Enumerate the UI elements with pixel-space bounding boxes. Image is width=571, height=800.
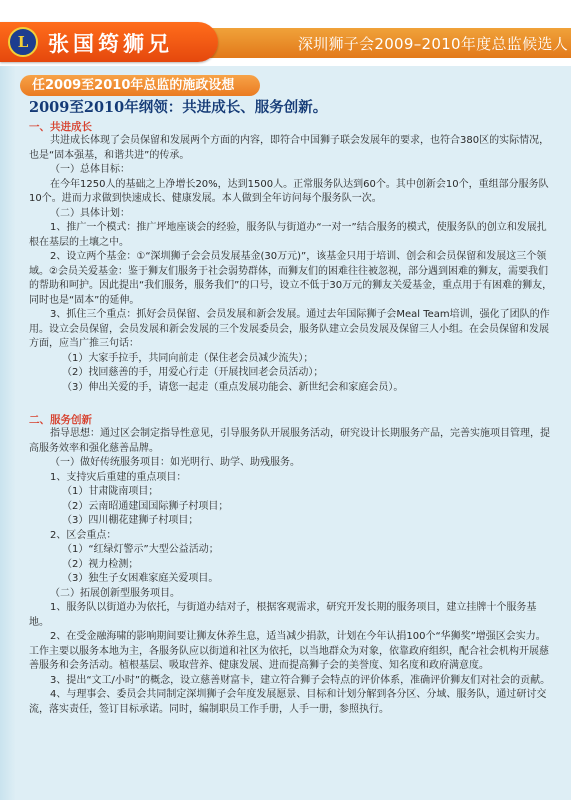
paragraph: 3、抓住三个重点：抓好会员保留、会员发展和新会发展。通过去年国际狮子会Meal Team培训，强化了团队的作用。设立会员保留，会员发展和新会发展的三个发展委员会，服务队建立会员发展及保留三人小组。在会员保留和发展方面，应当广推三句话： <box>29 309 550 349</box>
paragraph: 3、提出“文工/小时”的概念，设立慈善财富卡，建立符合狮子会特点的评价体系，准确评价狮友们对社会的贡献。 <box>50 674 551 686</box>
paragraph: （一）做好传统服务项目：如光明行、助学、助残服务。 <box>50 457 300 468</box>
candidate-name: 张国筠狮兄 <box>48 32 173 56</box>
section-tag: 任2009至2010年总监的施政设想 <box>20 75 260 96</box>
paragraph: 4、与理事会、委员会共同制定深圳狮子会年度发展愿景、目标和计划分解到各分区、分域、服务队，通过研讨交流，落实责任，签订目标承诺。同时，编制职员工作手册，人手一册，参照执行。 <box>29 689 547 715</box>
paragraph: 2、区会重点： <box>50 529 117 541</box>
paragraph: （二）拓展创新型服务项目。 <box>50 587 180 599</box>
panel-edge <box>0 66 16 800</box>
paragraph: 共进成长体现了会员保留和发展两个方面的内容，即符合中国狮子联会发展年的要求，也符合380区的实际情况，也是“固本强基，和谐共进”的传承。 <box>29 135 550 161</box>
list-item: （3）四川棚花建狮子村项目； <box>62 515 199 526</box>
paragraph: （一）总体目标： <box>50 164 130 175</box>
list-item: （2）视力检测； <box>62 558 139 570</box>
part2-heading: 二、服务创新 <box>29 414 92 426</box>
part1-body <box>29 134 553 395</box>
content <box>29 99 553 717</box>
part2-body <box>29 427 553 717</box>
paragraph: 1、推广一个模式：推广坪地座谈会的经验，服务队与街道办“一对一”结合服务的模式，使服务队的创立和发展扎根在基层的土壤之中。 <box>29 222 547 248</box>
header-title: 深圳狮子会2009–2010年度总监候选人 <box>297 35 568 53</box>
paragraph: 2、在受金融海啸的影响期间要让狮友休养生息，适当减少捐款，计划在今年认捐100个“华狮奖”增强区会实力。工作主要以服务本地为主，各服务队应以街道和社区为依托，以当地群众为对象，依靠政府组织，配合社会机构开展慈善服务和会务活动。植根基层、吸取营养、健康发展、进而提高狮子会的美誉度、知名度和政府满意度。 <box>29 631 549 671</box>
paragraph: （二）具体计划： <box>50 207 130 219</box>
list-item: （1）“红绿灯警示”大型公益活动； <box>62 544 219 555</box>
part1-heading: 一、共进成长 <box>29 121 92 133</box>
list-item: （2）云南昭通建国国际狮子村项目； <box>62 500 229 512</box>
paragraph: 1、支持灾后重建的重点项目： <box>50 471 187 483</box>
paragraph: 在今年1250人的基础之上净增长20%，达到1500人。正常服务队达到60个。其中创新会10个，重组部分服务队10个。进而力求做到快速成长、健康发展。本人做到全年访问每个服务队一次。 <box>29 178 549 204</box>
paragraph: 2、设立两个基金：①“深圳狮子会会员发展基金(30万元)”，该基金只用于培训、创会和会员保留和发展这三个领域。②会员关爱基金：鉴于狮友们服务于社会弱势群体，而狮友们的困难往往被忽视，部分遇到困难的狮友，需要我们的帮助和呵护。因此提出“我们服务，服务我们”的口号，设立不低于30万元的狮友关爱基金，重点用于有困难的狮友，同时也是“固本”的延伸。 <box>29 251 553 306</box>
main-title: 2009至2010年纲领：共进成长、服务创新。 <box>29 99 328 116</box>
list-item: （1）甘肃陇南项目； <box>62 486 159 497</box>
list-item: （3）伸出关爱的手，请您一起走（重点发展功能会、新世纪会和家庭会员）。 <box>62 381 404 393</box>
header <box>0 0 571 62</box>
paragraph: 指导思想：通过区会制定指导性意见，引导服务队开展服务活动，研究设计长期服务产品，完善实施项目管理，提高服务效率和强化慈善品牌。 <box>29 428 550 454</box>
section-gap <box>29 395 553 414</box>
list-item: （1）大家手拉手，共同向前走（保住老会员减少流失）； <box>62 352 314 364</box>
list-item: （3）独生子女困难家庭关爱项目。 <box>62 573 219 584</box>
lions-logo-icon: L <box>8 27 38 57</box>
list-item: （2）找回慈善的手，用爱心行走（开展找回老会员活动）； <box>62 367 324 378</box>
paragraph: 1、服务队以街道办为依托，与街道办结对子，根据客观需求，研究开发长期的服务项目，建立挂牌十个服务基地。 <box>29 602 537 628</box>
